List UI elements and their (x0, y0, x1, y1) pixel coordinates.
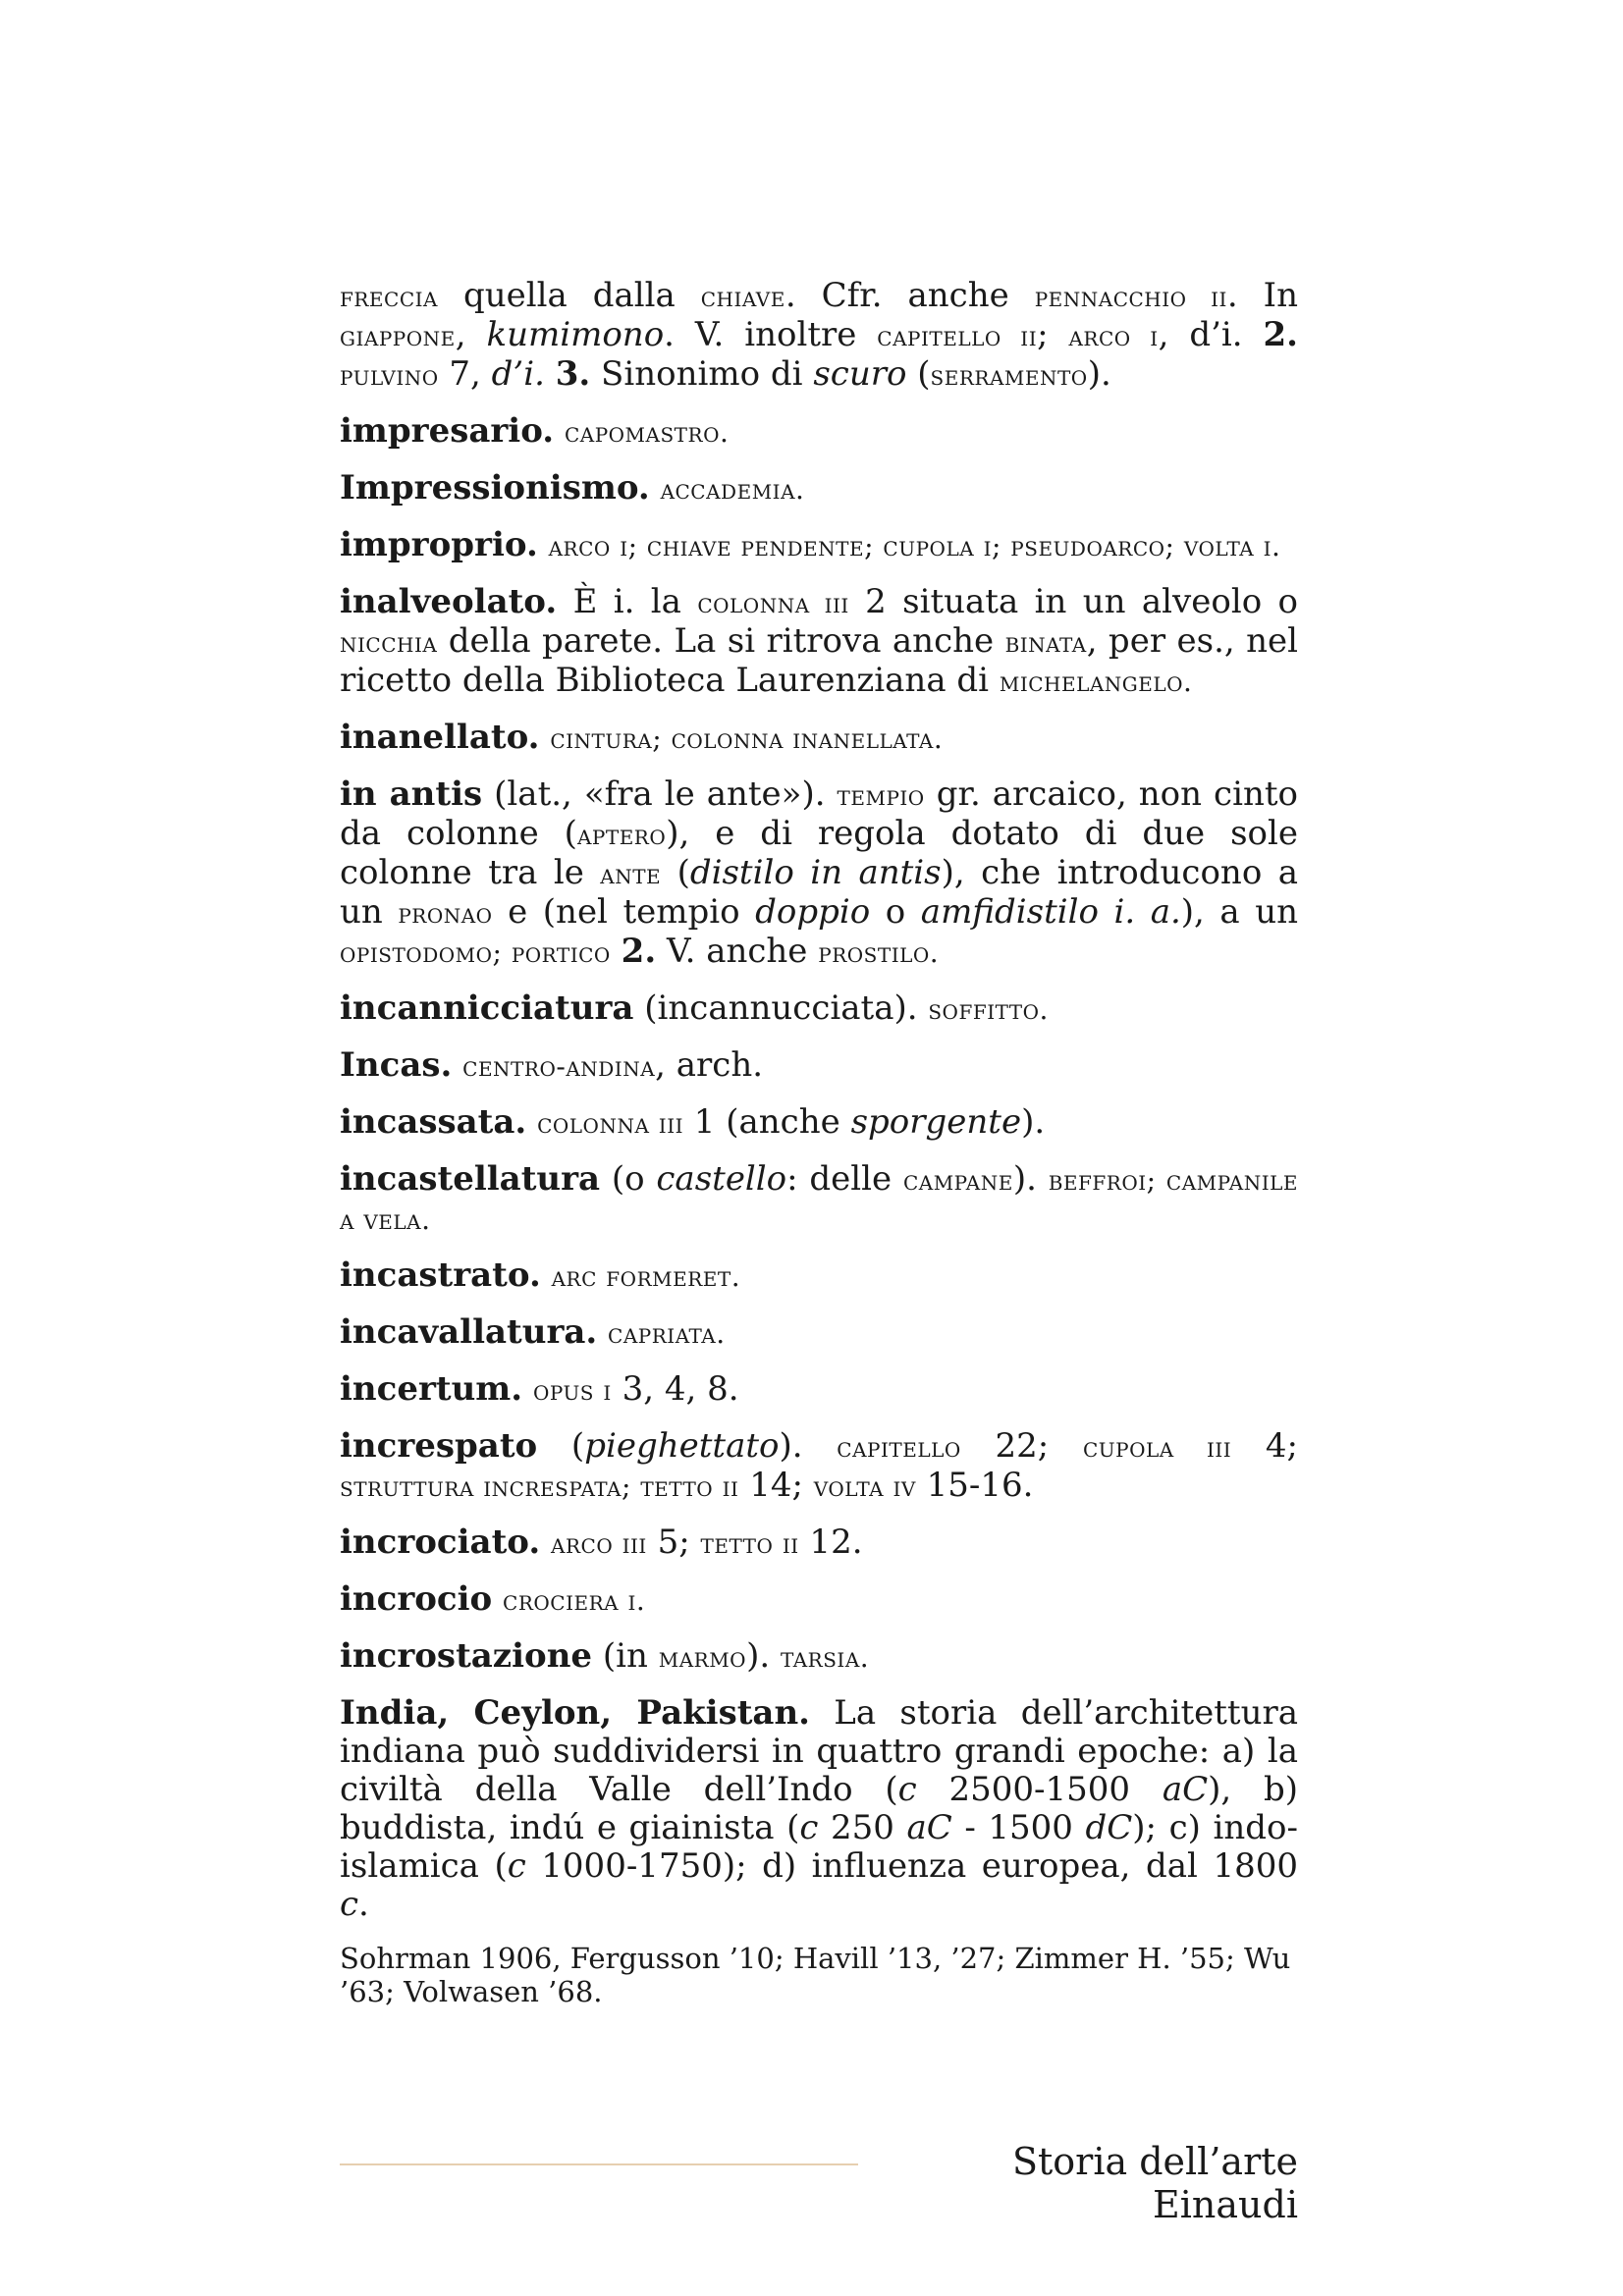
cross-reference: nicchia (340, 626, 438, 659)
cross-reference: tempio (837, 779, 925, 812)
cross-reference: capomastro. (564, 416, 730, 449)
dictionary-entry (340, 775, 1298, 972)
entry-text: È i. la (557, 582, 698, 621)
cross-reference: serramento (930, 359, 1088, 392)
entry-text: 250 (818, 1808, 907, 1847)
entry-text: 4; (1231, 1426, 1299, 1466)
cross-reference: michelangelo. (999, 666, 1193, 698)
entry-text: ( (537, 1426, 585, 1466)
bibliography: Sohrman 1906, Fergusson ’10; Havill ’13, ’27; Zimmer H. ’55; Wu ’63; Volwasen ’68. (340, 1942, 1291, 2008)
entry-text: , (455, 315, 487, 354)
entry-text: ( (906, 354, 931, 394)
dictionary-entry (340, 1103, 1298, 1143)
entry-text: c (897, 1770, 917, 1809)
cross-reference: soffitto. (928, 993, 1049, 1026)
entry-headword: increspato (340, 1426, 538, 1466)
entry-text (541, 1255, 552, 1295)
entry-text: ). (1012, 1159, 1049, 1199)
entry-text: pieghettato (584, 1426, 780, 1466)
entry-text: ), a un (1180, 892, 1298, 932)
dictionary-entry (340, 1370, 1298, 1410)
entry-text: , d’i. (1158, 315, 1264, 354)
entry-text: ). (1021, 1102, 1046, 1142)
entry-text: (o (600, 1159, 657, 1199)
entry-text: ), e di regola dotato di due sole colonne tra le (340, 814, 1299, 892)
entry-text: (incannucciata). (633, 988, 929, 1028)
cross-reference: marmo (658, 1641, 747, 1674)
cross-reference: colonna iii (697, 587, 849, 619)
entry-text (611, 932, 622, 971)
entry-headword: improprio. (340, 525, 538, 564)
cross-reference: arc formeret. (551, 1260, 741, 1293)
cross-reference: giappone (340, 320, 456, 352)
dictionary-entry (340, 1637, 1298, 1677)
entry-text: . In (1226, 276, 1298, 315)
entry-text: 22; (960, 1426, 1083, 1466)
entry-text: 3. (555, 354, 591, 394)
entry-headword: inalveolato. (340, 582, 558, 621)
dictionary-entry (340, 1046, 1298, 1086)
entry-headword: impresario. (340, 411, 555, 451)
footer-rule (340, 2163, 858, 2165)
entry-text: ). (779, 1426, 838, 1466)
cross-reference: opistodomo; portico (340, 936, 611, 969)
entry-text: : delle (786, 1159, 903, 1199)
entry-headword: incastrato. (340, 1255, 541, 1295)
entry-text: dC (1085, 1808, 1133, 1847)
entry-text: 15-16. (915, 1466, 1034, 1505)
entry-text (522, 1369, 533, 1409)
entry-headword: incavallatura. (340, 1312, 598, 1352)
entry-text: e (nel tempio (492, 892, 756, 932)
entry-text: 2. (621, 932, 657, 971)
dictionary-entry (340, 277, 1298, 395)
entry-text: castello (656, 1159, 787, 1199)
dictionary-entry (340, 1694, 1298, 1924)
entry-headword: incassata. (340, 1102, 527, 1142)
entry-text: aC (1162, 1770, 1209, 1809)
entry-text: amfidistilo i. a. (920, 892, 1181, 932)
footer-publisher: Storia dell’arte Einaudi (1011, 2140, 1298, 2226)
cross-reference: cupola iii (1082, 1431, 1232, 1464)
entry-text: c (340, 1885, 359, 1924)
cross-reference: arco iii (551, 1527, 647, 1560)
cross-reference: ante (600, 858, 662, 890)
entry-text (492, 1579, 503, 1619)
dictionary-entry (340, 1313, 1298, 1353)
cross-reference: aptero (576, 819, 667, 851)
entry-text: aC (906, 1808, 952, 1847)
cross-reference: arco i; chiave pendente; cupola i; pseudoarco; volta i. (548, 530, 1281, 562)
entry-text (650, 468, 661, 507)
entry-text: c (507, 1846, 526, 1886)
entry-text: . V. inoltre (664, 315, 878, 354)
cross-reference: binata (1004, 626, 1087, 659)
entry-text: della parete. La si ritrova anche (437, 621, 1005, 661)
entry-text: V. anche (656, 932, 819, 971)
cross-reference: pronao (398, 897, 493, 930)
entry-headword: in antis (340, 774, 483, 814)
cross-reference: freccia (340, 281, 438, 313)
dictionary-entry (340, 469, 1298, 508)
entry-headword: incrostazione (340, 1636, 593, 1676)
entry-text: 5; (646, 1522, 701, 1562)
entry-text: ). (746, 1636, 781, 1676)
entry-text: , arch. (655, 1045, 764, 1085)
dictionary-entry (340, 1580, 1298, 1620)
cross-reference: pennacchio ii (1034, 281, 1227, 313)
entry-text (538, 525, 549, 564)
cross-reference: crociera i. (503, 1584, 646, 1617)
entry-text (452, 1045, 462, 1085)
entry-text (526, 1102, 537, 1142)
cross-reference: accademia. (660, 473, 805, 506)
entry-text (554, 411, 565, 451)
entry-text (545, 354, 556, 394)
entry-text: , per es., nel ricetto della Biblioteca Laurenziana di (340, 621, 1298, 700)
entry-text: . Cfr. anche (784, 276, 1035, 315)
entry-headword: incannicciatura (340, 988, 634, 1028)
entry-text: 1 (anche (683, 1102, 851, 1142)
dictionary-entry (340, 583, 1298, 701)
cross-reference: chiave (700, 281, 785, 313)
entry-text: ), che introducono a un (340, 853, 1298, 932)
entry-text: ), b) buddista, indú e giainista ( (340, 1770, 1298, 1847)
entry-text (540, 718, 551, 757)
dictionary-entry (340, 1160, 1298, 1239)
cross-reference: prostilo. (818, 936, 940, 969)
page-body (340, 277, 1298, 2008)
entry-text: 2. (1263, 315, 1298, 354)
cross-reference: centro-andina (462, 1050, 656, 1083)
entry-text: scuro (813, 354, 907, 394)
entry-text: - 1500 (951, 1808, 1086, 1847)
entry-text: . (358, 1885, 369, 1924)
entry-text: distilo in antis (689, 853, 942, 892)
dictionary-entry (340, 989, 1298, 1029)
entry-text: La storia dell’architettura indiana può suddividersi in quattro grandi epoche: a) la civiltà della Valle dell’Indo ( (340, 1693, 1299, 1809)
dictionary-entry (340, 1256, 1298, 1296)
entry-text: o (870, 892, 921, 932)
entry-text: c (799, 1808, 819, 1847)
dictionary-entry (340, 1427, 1298, 1506)
entry-text: Sinonimo di (590, 354, 814, 394)
entry-text: 3, 4, 8. (611, 1369, 739, 1409)
dictionary-entry (340, 1523, 1298, 1563)
entry-text: doppio (755, 892, 871, 932)
cross-reference: colonna iii (537, 1107, 683, 1140)
entry-text: (in (592, 1636, 659, 1676)
entry-headword: Impressionismo. (340, 468, 650, 507)
entry-text: ). (1087, 354, 1111, 394)
entry-text (540, 1522, 551, 1562)
cross-reference: tetto ii (700, 1527, 799, 1560)
entry-text: 2500-1500 (916, 1770, 1163, 1809)
entry-text: (lat., «fra le ante»). (482, 774, 838, 814)
entry-text: quella dalla (437, 276, 701, 315)
entry-text (597, 1312, 608, 1352)
entry-text: 14; (738, 1466, 814, 1505)
entry-text: ( (661, 853, 690, 892)
dictionary-entry (340, 412, 1298, 452)
entry-headword: incastellatura (340, 1159, 601, 1199)
entry-text: sporgente (850, 1102, 1022, 1142)
entry-text: 12. (798, 1522, 863, 1562)
entry-text: ); c) indo-islamica ( (340, 1808, 1298, 1886)
cross-reference: tarsia. (780, 1641, 870, 1674)
entry-text: 1000-1750); d) influenza europea, dal 1800 (525, 1846, 1298, 1886)
entry-headword: incertum. (340, 1369, 523, 1409)
dictionary-entry (340, 526, 1298, 565)
entry-headword: Incas. (340, 1045, 453, 1085)
entry-text: ; (1037, 315, 1069, 354)
entry-text: 7, (438, 354, 492, 394)
entry-headword: India, Ceylon, Pakistan. (340, 1693, 811, 1733)
entry-text: kumimono (486, 315, 665, 354)
cross-reference: cintura; colonna inanellata. (550, 722, 944, 755)
cross-reference: capitello ii (877, 320, 1038, 352)
cross-reference: capriata. (608, 1317, 726, 1350)
entry-headword: inanellato. (340, 718, 540, 757)
entry-headword: incrociato. (340, 1522, 541, 1562)
entry-headword: incrocio (340, 1579, 493, 1619)
dictionary-entry (340, 719, 1298, 758)
cross-reference: struttura increspata; tetto ii (340, 1470, 739, 1503)
entry-list (340, 277, 1298, 1924)
cross-reference: capitello (837, 1431, 961, 1464)
cross-reference: beffroi; campanile a vela. (340, 1164, 1298, 1236)
cross-reference: campane (902, 1164, 1013, 1197)
entry-text: d’i. (491, 354, 545, 394)
cross-reference: pulvino (340, 359, 439, 392)
cross-reference: opus i (532, 1374, 612, 1407)
cross-reference: arco i (1068, 320, 1159, 352)
entry-text: gr. arcaico, non cinto da colonne ( (340, 774, 1298, 853)
cross-reference: volta iv (813, 1470, 916, 1503)
entry-text: 2 situata in un alveolo o (848, 582, 1298, 621)
